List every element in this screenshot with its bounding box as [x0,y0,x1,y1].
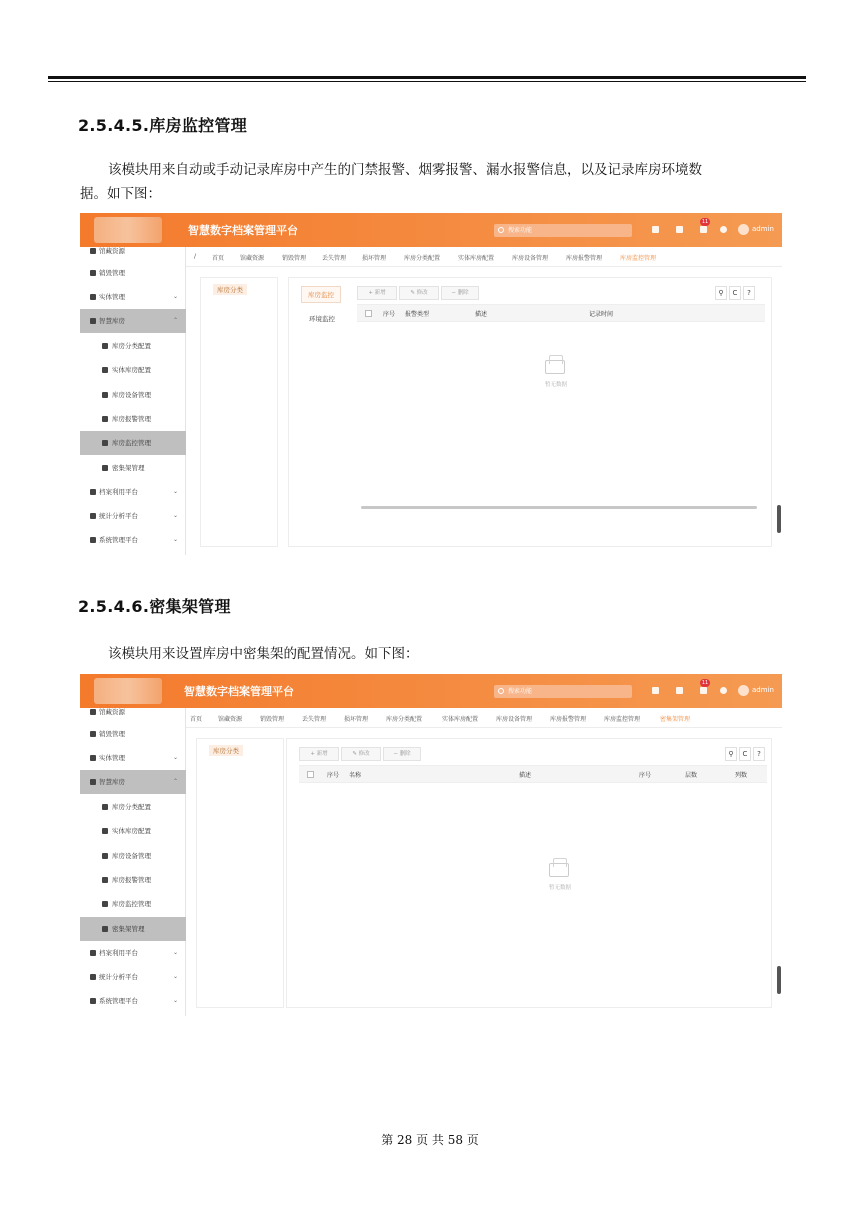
user-icon [90,950,96,956]
tab-category-config[interactable]: 库房分类配置 [404,255,441,262]
tab-home[interactable]: 首页 [212,255,225,262]
sidebar-item-entity-warehouse[interactable]: 实体库房配置 [80,819,186,843]
monitor-screenshot [80,213,782,555]
toolbar [357,286,481,300]
sidebar-item-collections[interactable]: 馆藏资源 [80,239,186,263]
settings-icon[interactable] [720,226,727,233]
chevron-down-icon: ⌄ [172,488,178,495]
tab-lost[interactable]: 丢失管理 [302,716,327,723]
column-header[interactable]: 名称 [349,772,362,779]
bell-icon[interactable] [700,226,707,233]
tab-home[interactable]: 首页 [190,716,203,723]
box-icon [90,294,96,300]
tab-damage[interactable]: 损坏管理 [344,716,369,723]
tab-destroy[interactable]: 销毁管理 [282,255,307,262]
warehouse-icon [90,318,96,324]
sidebar-item-alarm[interactable]: 库房报警管理 [80,868,186,892]
toolbar [299,747,423,761]
category-tree [200,277,278,547]
sidebar-item-category-config[interactable]: 库房分类配置 [80,334,186,358]
section-paragraph-cont [80,182,786,206]
column-header[interactable]: 描述 [519,772,532,779]
cart-icon[interactable] [676,226,683,233]
notification-badge: 11 [701,680,709,686]
chart-icon [90,513,96,519]
chevron-down-icon: ⌄ [172,973,178,980]
sidebar-item-system[interactable]: 系统管理平台 ⌄ [80,989,186,1013]
horizontal-scrollbar[interactable] [361,506,757,509]
table-header [299,765,767,783]
chevron-down-icon: ⌄ [172,754,178,761]
user-name[interactable]: admin [752,225,774,233]
search-tool-button[interactable]: ⚲ [725,747,737,761]
sidebar-item-shelf[interactable]: 密集架管理 [80,456,186,480]
chevron-down-icon: ⌄ [172,997,178,1004]
cart-icon[interactable] [676,687,683,694]
delete-button[interactable]: − 删除 [441,286,479,300]
app-title: 智慧数字档案管理平台 [184,685,294,698]
search-placeholder: 搜索功能 [508,688,533,695]
building-icon [102,828,108,834]
column-header[interactable]: 序号 [639,772,652,779]
search-tool-button[interactable]: ⚲ [715,286,727,300]
search-input[interactable] [494,224,632,237]
shelf-icon [102,926,108,932]
search-placeholder: 搜索功能 [508,227,533,234]
search-icon [498,227,504,233]
sidebar-item-statistics[interactable]: 统计分析平台 ⌄ [80,965,186,989]
refresh-icon[interactable]: C [739,747,751,761]
empty-text: 暂无数据 [545,382,568,388]
sidebar-item-shelf[interactable]: 密集架管理 [80,917,186,941]
gear-icon [90,537,96,543]
refresh-icon[interactable]: C [729,286,741,300]
select-all-checkbox[interactable] [365,310,372,317]
table-tools [715,286,755,300]
shelf-icon [102,465,108,471]
monitor-icon [102,440,108,446]
chevron-down-icon: ⌄ [172,949,178,956]
app-title: 智慧数字档案管理平台 [188,224,298,237]
tab-collections[interactable]: 馆藏资源 [218,716,243,723]
column-header[interactable]: 报警类型 [405,311,430,318]
vertical-scrollbar[interactable] [777,505,781,533]
grid-icon[interactable] [652,226,659,233]
tab-alarm[interactable]: 库房报警管理 [566,255,603,262]
bell-icon[interactable] [700,687,707,694]
chevron-up-icon: ⌃ [172,317,178,324]
tab-lost[interactable]: 丢失管理 [322,255,347,262]
content-panel [288,277,772,547]
column-header[interactable]: 序号 [383,311,396,318]
page-footer: 第 28 页 共 58 页 [381,1133,479,1147]
tab-shelf[interactable]: 密集架管理 [660,716,691,723]
paragraph-line: 该模块用来自动或手动记录库房中产生的门禁报警、烟雾报警、漏水报警信息，以及记录库房环境数 [108,162,702,178]
add-button[interactable]: + 新增 [299,747,339,761]
table-header [357,304,765,322]
building-icon [102,367,108,373]
content-panel [286,738,772,1008]
paragraph-line: 据。如下图： [80,186,161,202]
sidebar-item-entity[interactable]: 实体管理 ⌄ [80,746,186,770]
tab-collections[interactable]: 馆藏资源 [240,255,265,262]
sidebar-item-destroy[interactable]: 销毁管理 [80,722,186,746]
sidebar-item-entity-warehouse[interactable]: 实体库房配置 [80,358,186,382]
sidebar-item-alarm[interactable]: 库房报警管理 [80,407,186,431]
header-rule [48,76,806,79]
tab-damage[interactable]: 损坏管理 [362,255,387,262]
help-icon[interactable]: ? [753,747,765,761]
tab-entity-warehouse[interactable]: 实体库房配置 [442,716,479,723]
edit-button[interactable]: ✎ 修改 [399,286,439,300]
section-paragraph [80,158,786,182]
chevron-up-icon: ⌃ [172,778,178,785]
sidebar [80,247,186,555]
select-all-checkbox[interactable] [307,771,314,778]
help-icon[interactable]: ? [743,286,755,300]
tab-category-config[interactable]: 库房分类配置 [386,716,423,723]
search-input[interactable] [494,685,632,698]
tree-node-root[interactable]: 库房分类 [213,284,247,295]
delete-button[interactable]: − 删除 [383,747,421,761]
column-header[interactable]: 记录时间 [589,311,614,318]
user-icon [90,489,96,495]
sidebar-item-device[interactable]: 库房设备管理 [80,383,186,407]
empty-box-icon [549,863,569,877]
sidebar-item-device[interactable]: 库房设备管理 [80,844,186,868]
column-header[interactable]: 层数 [685,772,698,779]
sidebar-item-statistics[interactable]: 统计分析平台 ⌄ [80,504,186,528]
alarm-icon [102,877,108,883]
tab-environment-monitor[interactable]: 环境监控 [309,315,335,323]
trash-icon [90,270,96,276]
sidebar-item-smart-warehouse[interactable]: 智慧库房 ⌃ [80,770,186,794]
tab-separator: / [194,253,197,260]
column-header[interactable]: 序号 [327,772,340,779]
chart-icon [90,974,96,980]
sidebar-item-entity[interactable]: 实体管理 ⌄ [80,285,186,309]
chevron-down-icon: ⌄ [172,512,178,519]
settings-icon[interactable] [720,687,727,694]
warehouse-icon [90,779,96,785]
sidebar-item-monitor[interactable]: 库房监控管理 [80,431,186,455]
list-icon [102,804,108,810]
device-icon [102,853,108,859]
trash-icon [90,731,96,737]
add-button[interactable]: + 新增 [357,286,397,300]
section-heading: 2.5.4.5.库房监控管理 [78,116,248,135]
folder-icon [90,248,96,254]
tab-warehouse-monitor[interactable]: 库房监控 [301,286,341,303]
paragraph-line: 该模块用来设置库房中密集架的配置情况。如下图： [108,646,419,662]
tree-node-root[interactable]: 库房分类 [209,745,243,756]
list-icon [102,343,108,349]
sidebar [80,708,186,1016]
gear-icon [90,998,96,1004]
tab-monitor[interactable]: 库房监控管理 [604,716,641,723]
shelf-screenshot [80,674,782,1016]
section-heading: 2.5.4.6.密集架管理 [78,597,231,616]
avatar[interactable] [738,224,749,235]
notification-badge: 11 [701,219,709,225]
alarm-icon [102,416,108,422]
category-tree [196,738,284,1008]
folder-icon [90,709,96,715]
sidebar-item-monitor[interactable]: 库房监控管理 [80,892,186,916]
sidebar-item-utilization[interactable]: 档案利用平台 ⌄ [80,480,186,504]
tab-device[interactable]: 库房设备管理 [496,716,533,723]
tab-monitor[interactable]: 库房监控管理 [620,255,657,262]
tab-alarm[interactable]: 库房报警管理 [550,716,587,723]
tab-bar [186,708,782,728]
monitor-icon [102,901,108,907]
device-icon [102,392,108,398]
empty-text: 暂无数据 [549,885,572,891]
empty-box-icon [545,360,565,374]
sidebar-item-destroy[interactable]: 销毁管理 [80,261,186,285]
chevron-down-icon: ⌄ [172,293,178,300]
edit-button[interactable]: ✎ 修改 [341,747,381,761]
sidebar-item-utilization[interactable]: 档案利用平台 ⌄ [80,941,186,965]
avatar[interactable] [738,685,749,696]
tab-device[interactable]: 库房设备管理 [512,255,549,262]
user-name[interactable]: admin [752,686,774,694]
grid-icon[interactable] [652,687,659,694]
sidebar-item-category-config[interactable]: 库房分类配置 [80,795,186,819]
vertical-scrollbar[interactable] [777,966,781,994]
sidebar-item-system[interactable]: 系统管理平台 ⌄ [80,528,186,552]
column-header[interactable]: 列数 [735,772,748,779]
tab-entity-warehouse[interactable]: 实体库房配置 [458,255,495,262]
sidebar-item-collections[interactable]: 馆藏资源 [80,700,186,724]
tab-bar [186,247,782,267]
section-paragraph [80,642,786,666]
box-icon [90,755,96,761]
column-header[interactable]: 描述 [475,311,488,318]
tab-destroy[interactable]: 销毁管理 [260,716,285,723]
table-tools [725,747,765,761]
search-icon [498,688,504,694]
header-rule-thin [48,81,806,82]
chevron-down-icon: ⌄ [172,536,178,543]
sidebar-item-smart-warehouse[interactable]: 智慧库房 ⌃ [80,309,186,333]
